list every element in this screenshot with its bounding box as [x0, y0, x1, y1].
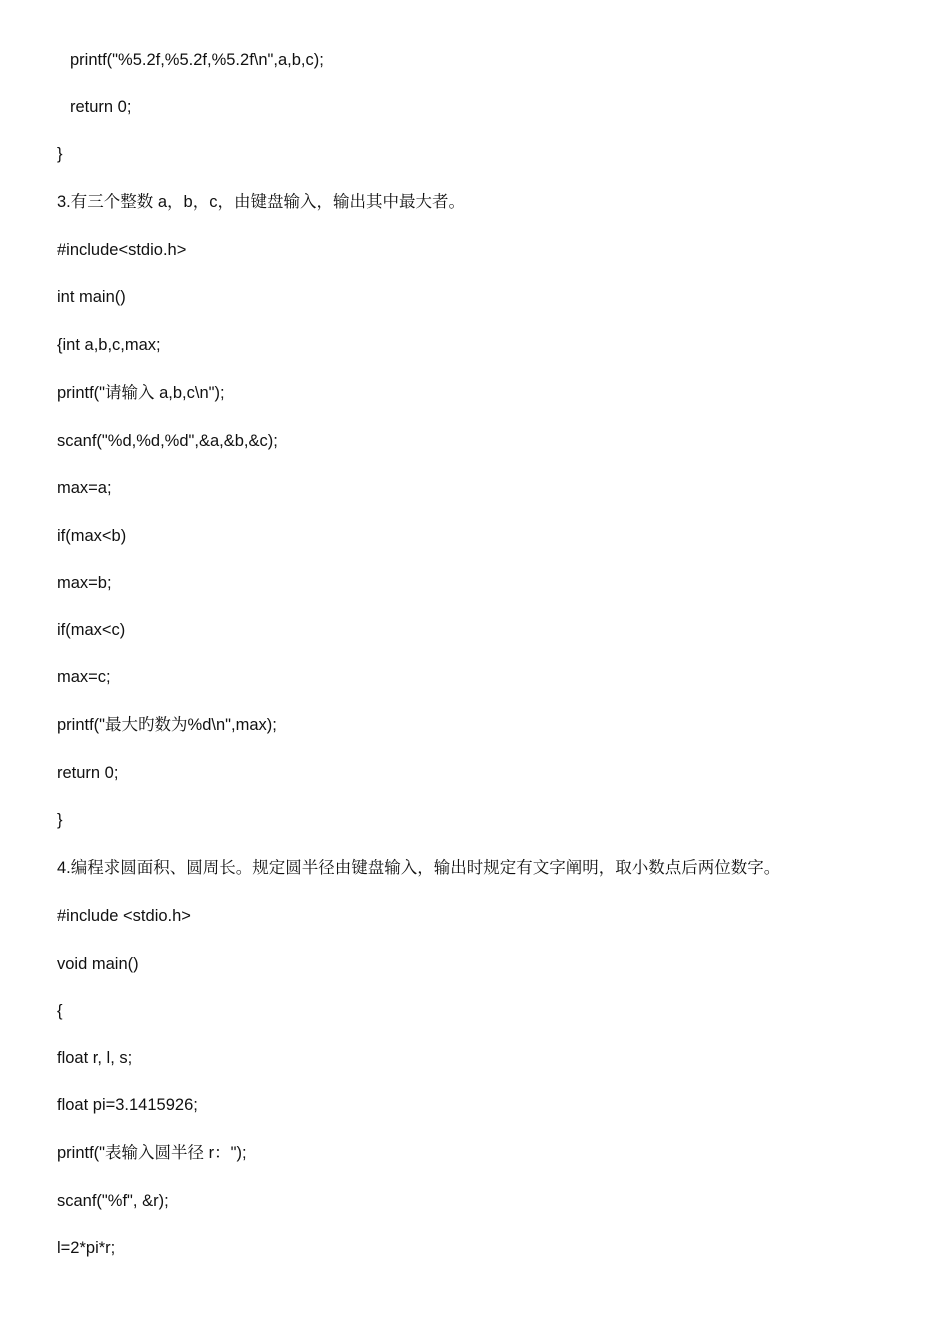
- code-line: printf("%5.2f,%5.2f,%5.2f\n",a,b,c);: [70, 51, 324, 69]
- code-line: int main(): [57, 288, 126, 306]
- code-line: }: [57, 145, 63, 163]
- code-line: #include <stdio.h>: [57, 907, 191, 925]
- code-line: if(max<c): [57, 621, 126, 639]
- code-line: #include<stdio.h>: [57, 241, 187, 259]
- code-line: scanf("%f", &r);: [57, 1192, 169, 1210]
- code-line: max=b;: [57, 574, 112, 592]
- code-line: {int a,b,c,max;: [57, 336, 161, 354]
- code-line: float pi=3.1415926;: [57, 1096, 198, 1114]
- code-line: }: [57, 811, 63, 829]
- code-line: printf("表输入圆半径 r：");: [57, 1144, 247, 1162]
- question-heading: 3.有三个整数 a，b，c，由键盘输入，输出其中最大者。: [57, 193, 465, 211]
- code-line: scanf("%d,%d,%d",&a,&b,&c);: [57, 432, 278, 450]
- code-line: void main(): [57, 955, 139, 973]
- code-line: if(max<b): [57, 527, 127, 545]
- code-line: {: [57, 1002, 63, 1020]
- code-line: return 0;: [57, 764, 119, 782]
- code-line: return 0;: [70, 98, 132, 116]
- code-line: float r, l, s;: [57, 1049, 133, 1067]
- code-line: max=c;: [57, 668, 111, 686]
- code-line: printf("请输入 a,b,c\n");: [57, 384, 225, 402]
- question-heading: 4.编程求圆面积、圆周长。规定圆半径由键盘输入，输出时规定有文字阐明，取小数点后两位数字。: [57, 859, 781, 877]
- code-line: l=2*pi*r;: [57, 1239, 116, 1257]
- code-line: max=a;: [57, 479, 112, 497]
- code-line: printf("最大旳数为%d\n",max);: [57, 716, 277, 734]
